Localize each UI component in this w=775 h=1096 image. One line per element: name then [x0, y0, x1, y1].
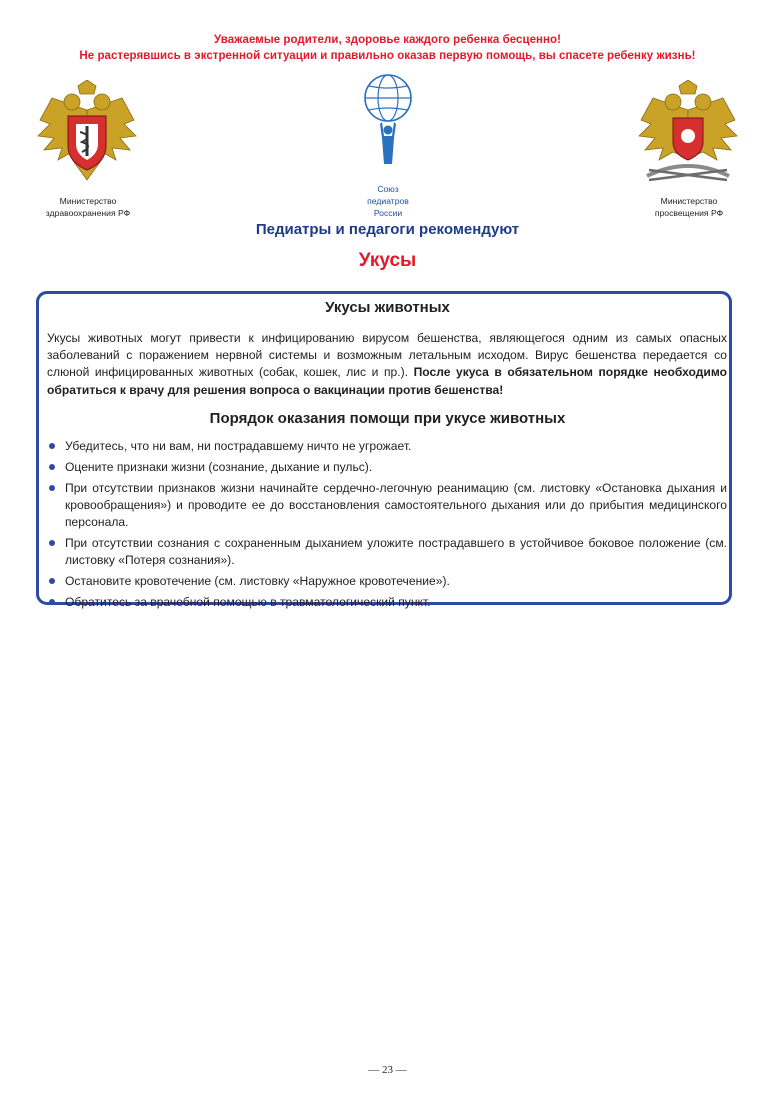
intro-warning: После укуса в обязательном порядке необходимо обратиться к врачу для решения вопроса о вакцинации против бешенства! [47, 365, 728, 397]
health-ministry-emblem-icon [32, 80, 142, 188]
list-item [47, 573, 727, 590]
health-caption-line-1: Министерство [59, 196, 117, 206]
first-aid-steps-list [47, 438, 727, 615]
edu-caption-line-2: просвещения РФ [654, 208, 724, 218]
bullet-icon [49, 540, 55, 546]
header-line-1: Уважаемые родители, здоровье каждого ребенка бесценно! [214, 34, 561, 46]
bullet-icon [49, 443, 55, 449]
list-item [47, 438, 727, 455]
step-text: Оцените признаки жизни (сознание, дыхание и пульс). [65, 460, 373, 474]
education-ministry-caption [628, 195, 750, 219]
pediatricians-union-logo-icon [358, 72, 418, 182]
pediatr-caption-line-2: педиатров [367, 196, 409, 206]
section-heading-first-aid: Порядок оказания помощи при укусе животных [209, 410, 566, 427]
pediatr-caption-line-1: Союз [377, 184, 399, 194]
intro-paragraph [47, 330, 727, 399]
page-title: Укусы [358, 250, 417, 271]
step-text: Убедитесь, что ни вам, ни пострадавшему ничто не угрожает. [65, 439, 412, 453]
education-ministry-emblem-icon [633, 80, 743, 188]
step-text: Обратитесь за врачебной помощью в травматологический пункт. [65, 595, 431, 609]
health-caption-line-2: здравоохранения РФ [45, 208, 131, 218]
step-text: Остановите кровотечение (см. листовку «Наружное кровотечение»). [65, 574, 450, 588]
edu-caption-line-1: Министерство [660, 196, 718, 206]
recommendation-heading: Педиатры и педагоги рекомендуют [255, 221, 520, 238]
pediatricians-union-caption [343, 183, 433, 219]
intro-text: Укусы животных могут привести к инфицированию вирусом бешенства, являющегося одним из самых опасных заболеваний с поражением нервной системы и возможным летальным исходом. Вирус бешенства передается со слюной инфицированных животных (собак, кошек, лис и пр.). [47, 331, 727, 380]
list-item [47, 594, 727, 611]
bullet-icon [49, 485, 55, 491]
pediatr-caption-line-3: России [373, 208, 403, 218]
step-text: При отсутствии признаков жизни начинайте сердечно-легочную реанимацию (см. листовку «Остановка дыхания и кровообращения») и проводите ее до восстановления самостоятельного дыхания или до прибытия медицинского персонала. [65, 481, 727, 529]
bullet-icon [49, 578, 55, 584]
bullet-icon [49, 599, 55, 605]
list-item [47, 459, 727, 476]
header-line-2: Не растерявшись в экстренной ситуации и правильно оказав первую помощь, вы спасете ребенку жизнь! [79, 50, 696, 62]
section-heading-animal-bites: Укусы животных [325, 299, 450, 316]
bullet-icon [49, 464, 55, 470]
step-text: При отсутствии сознания с сохраненным дыханием уложите пострадавшего в устойчивое боковое положение (см. листовку «Потеря сознания»). [65, 536, 727, 567]
page-number: — 23 — [368, 1064, 407, 1076]
list-item [47, 535, 727, 569]
health-ministry-caption [24, 195, 152, 219]
list-item [47, 480, 727, 531]
